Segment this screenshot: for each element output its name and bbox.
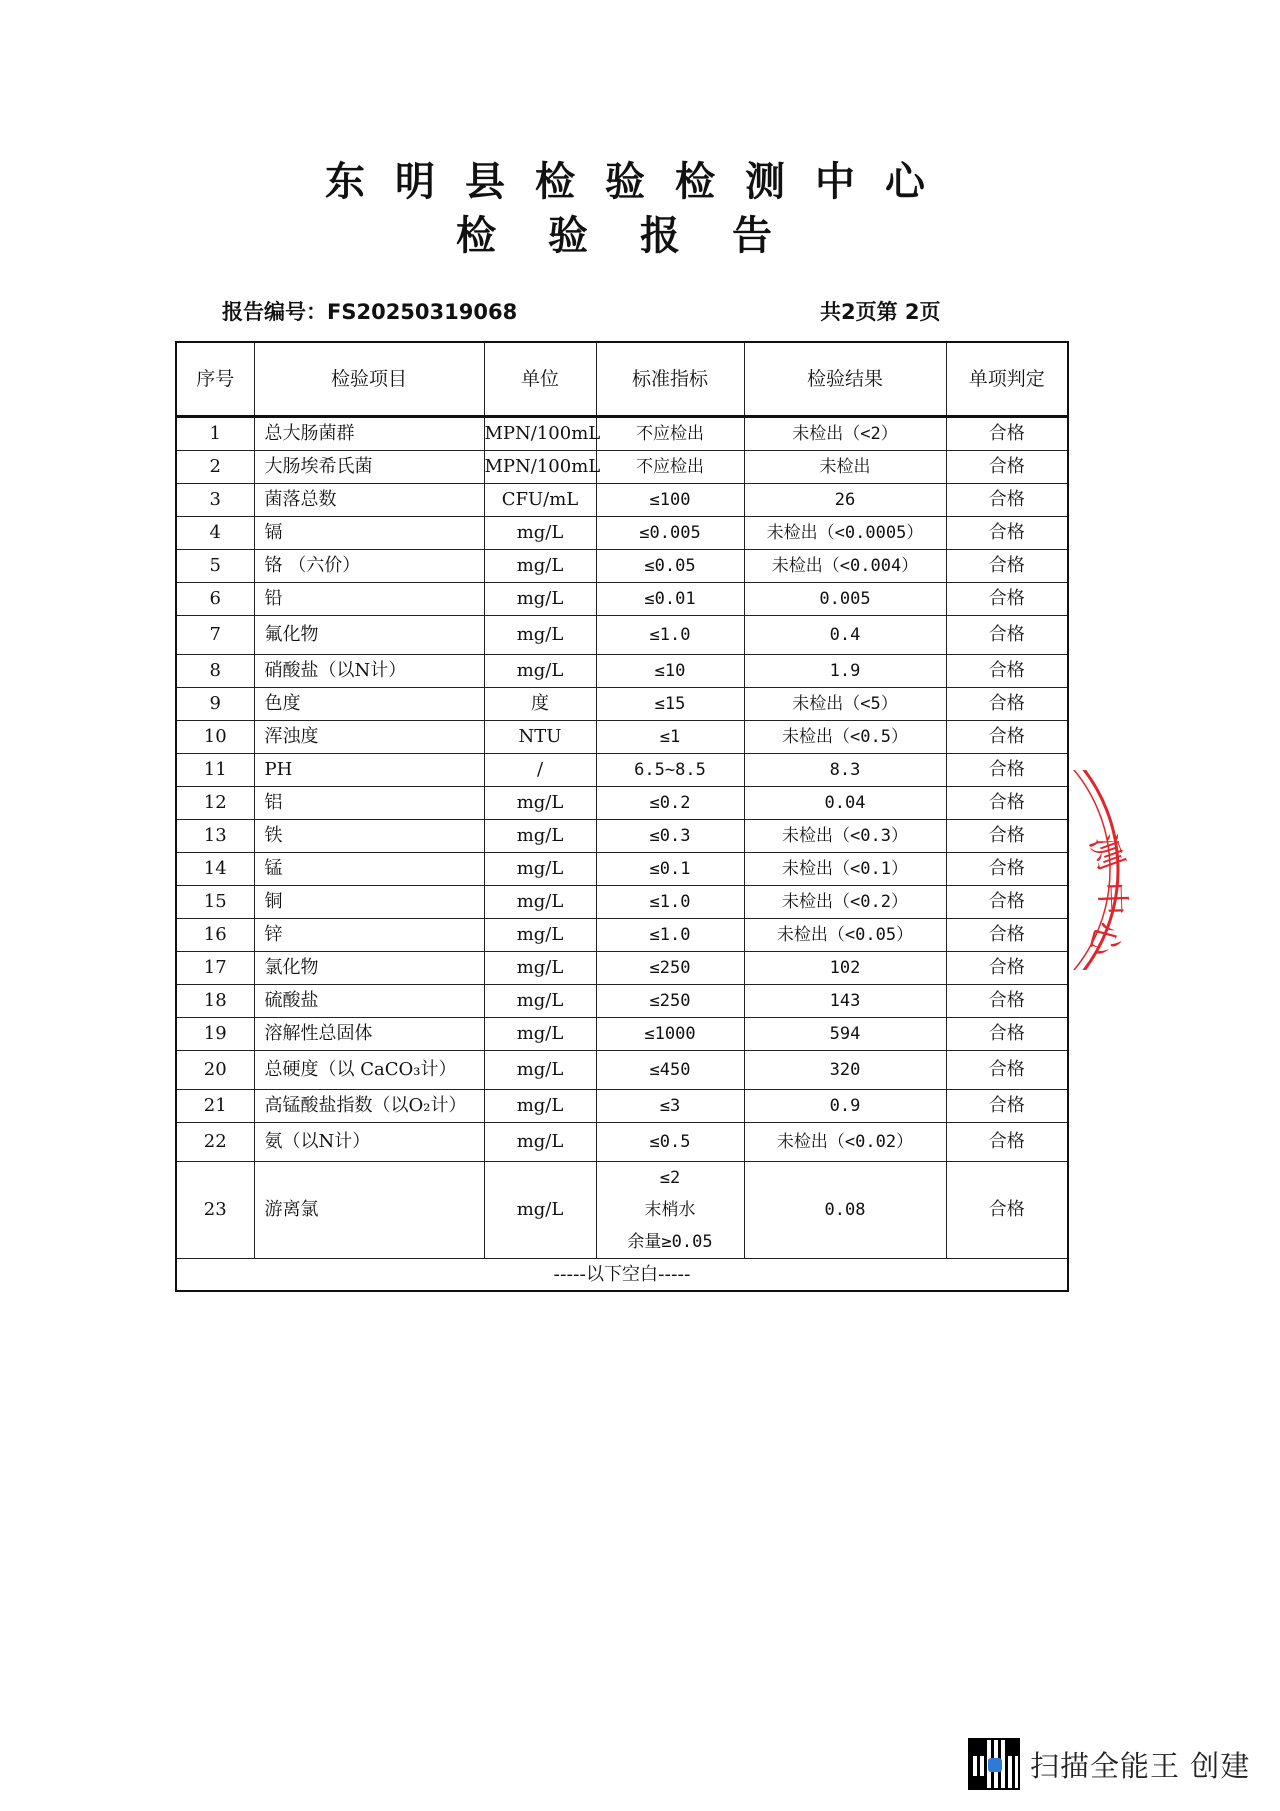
table-row xyxy=(176,550,1068,583)
cell-no: 18 xyxy=(176,985,254,1018)
table-row xyxy=(176,985,1068,1018)
cell-item: 大肠埃希氏菌 xyxy=(254,451,484,484)
table-row xyxy=(176,1090,1068,1123)
cell-result: 0.4 xyxy=(744,616,946,655)
cell-std: ≤0.05 xyxy=(596,550,744,583)
cell-item: 氟化物 xyxy=(254,616,484,655)
svg-text:中: 中 xyxy=(1091,880,1133,917)
cell-result: 0.08 xyxy=(744,1162,946,1259)
cell-result: 320 xyxy=(744,1051,946,1090)
cell-item: 铜 xyxy=(254,886,484,919)
cell-no: 9 xyxy=(176,688,254,721)
cell-judge: 合格 xyxy=(946,754,1068,787)
table-row xyxy=(176,1162,1068,1259)
cell-item: 氯化物 xyxy=(254,952,484,985)
cell-judge: 合格 xyxy=(946,688,1068,721)
cell-unit: mg/L xyxy=(484,550,596,583)
table-row xyxy=(176,1123,1068,1162)
column-header: 检验结果 xyxy=(744,342,946,417)
cell-no: 23 xyxy=(176,1162,254,1259)
cell-item: 高锰酸盐指数（以O₂计） xyxy=(254,1090,484,1123)
report-number-value: FS20250319068 xyxy=(327,300,518,324)
cell-no: 16 xyxy=(176,919,254,952)
cell-judge: 合格 xyxy=(946,417,1068,451)
cell-judge: 合格 xyxy=(946,820,1068,853)
cell-item: 硫酸盐 xyxy=(254,985,484,1018)
cell-unit: mg/L xyxy=(484,1090,596,1123)
cell-unit: mg/L xyxy=(484,616,596,655)
cell-item: 铬 （六价） xyxy=(254,550,484,583)
cell-std: ≤0.01 xyxy=(596,583,744,616)
cell-std: ≤0.5 xyxy=(596,1123,744,1162)
report-number xyxy=(222,296,517,326)
cell-no: 15 xyxy=(176,886,254,919)
cell-std: ≤1.0 xyxy=(596,919,744,952)
table-row xyxy=(176,886,1068,919)
cell-no: 12 xyxy=(176,787,254,820)
cell-result: 1.9 xyxy=(744,655,946,688)
cell-unit: mg/L xyxy=(484,1051,596,1090)
cell-item: 锰 xyxy=(254,853,484,886)
table-row xyxy=(176,754,1068,787)
cell-result: 26 xyxy=(744,484,946,517)
cell-result: 0.9 xyxy=(744,1090,946,1123)
cell-no: 21 xyxy=(176,1090,254,1123)
cell-judge: 合格 xyxy=(946,919,1068,952)
cell-judge: 合格 xyxy=(946,550,1068,583)
table-row xyxy=(176,721,1068,754)
cell-item: 锌 xyxy=(254,919,484,952)
cell-no: 19 xyxy=(176,1018,254,1051)
doc-title: 检验报告 xyxy=(456,213,824,259)
cell-std: ≤1 xyxy=(596,721,744,754)
cell-no: 4 xyxy=(176,517,254,550)
cell-judge: 合格 xyxy=(946,1051,1068,1090)
svg-text:测: 测 xyxy=(1081,829,1131,876)
cell-unit: / xyxy=(484,754,596,787)
table-row xyxy=(176,417,1068,451)
cell-judge: 合格 xyxy=(946,517,1068,550)
cell-unit: mg/L xyxy=(484,1162,596,1259)
cell-unit: mg/L xyxy=(484,583,596,616)
cell-item: 铁 xyxy=(254,820,484,853)
cell-judge: 合格 xyxy=(946,985,1068,1018)
cell-std: ≤0.3 xyxy=(596,820,744,853)
cell-result: 0.04 xyxy=(744,787,946,820)
cell-item: 菌落总数 xyxy=(254,484,484,517)
cell-judge: 合格 xyxy=(946,787,1068,820)
cell-judge: 合格 xyxy=(946,1018,1068,1051)
table-row xyxy=(176,853,1068,886)
cell-unit: mg/L xyxy=(484,655,596,688)
table-row xyxy=(176,952,1068,985)
cell-no: 14 xyxy=(176,853,254,886)
cell-unit: mg/L xyxy=(484,853,596,886)
cell-judge: 合格 xyxy=(946,721,1068,754)
cell-result: 未检出（<0.2） xyxy=(744,886,946,919)
cell-std: ≤100 xyxy=(596,484,744,517)
cell-result: 0.005 xyxy=(744,583,946,616)
cell-no: 1 xyxy=(176,417,254,451)
seal-stamp-graphic xyxy=(1048,770,1198,970)
table-row xyxy=(176,919,1068,952)
cell-item: 镉 xyxy=(254,517,484,550)
table-row xyxy=(176,787,1068,820)
cell-unit: mg/L xyxy=(484,985,596,1018)
cell-std: ≤250 xyxy=(596,985,744,1018)
cell-judge: 合格 xyxy=(946,451,1068,484)
cell-result: 8.3 xyxy=(744,754,946,787)
watermark-text: 扫描全能王 创建 xyxy=(1030,1748,1251,1783)
cell-no: 3 xyxy=(176,484,254,517)
cell-no: 20 xyxy=(176,1051,254,1090)
table-row xyxy=(176,484,1068,517)
cell-judge: 合格 xyxy=(946,952,1068,985)
cell-item: 硝酸盐（以N计） xyxy=(254,655,484,688)
column-header: 标准指标 xyxy=(596,342,744,417)
cell-std: ≤250 xyxy=(596,952,744,985)
cell-result: 594 xyxy=(744,1018,946,1051)
cell-no: 7 xyxy=(176,616,254,655)
cell-std: 不应检出 xyxy=(596,451,744,484)
cell-std: 6.5~8.5 xyxy=(596,754,744,787)
cell-result: 未检出（<0.5） xyxy=(744,721,946,754)
cell-std: ≤1.0 xyxy=(596,886,744,919)
cell-judge: 合格 xyxy=(946,1090,1068,1123)
table-row xyxy=(176,1018,1068,1051)
cell-std: ≤1.0 xyxy=(596,616,744,655)
cell-result: 未检出（<0.02） xyxy=(744,1123,946,1162)
cell-std: ≤15 xyxy=(596,688,744,721)
cell-no: 5 xyxy=(176,550,254,583)
cell-unit: mg/L xyxy=(484,919,596,952)
cell-std: ≤1000 xyxy=(596,1018,744,1051)
end-note: -----以下空白----- xyxy=(176,1259,1068,1292)
column-header: 单位 xyxy=(484,342,596,417)
table-row xyxy=(176,820,1068,853)
cell-result: 未检出（<2） xyxy=(744,417,946,451)
cell-result: 未检出 xyxy=(744,451,946,484)
table-row xyxy=(176,583,1068,616)
cell-judge: 合格 xyxy=(946,1123,1068,1162)
cell-result: 未检出（<0.3） xyxy=(744,820,946,853)
cell-unit: MPN/100mL xyxy=(484,451,596,484)
column-header: 序号 xyxy=(176,342,254,417)
column-header: 单项判定 xyxy=(946,342,1068,417)
cell-result: 未检出（<0.004） xyxy=(744,550,946,583)
cell-unit: MPN/100mL xyxy=(484,417,596,451)
cell-result: 未检出（<5） xyxy=(744,688,946,721)
cell-judge: 合格 xyxy=(946,886,1068,919)
cell-std: ≤0.005 xyxy=(596,517,744,550)
cell-std: 不应检出 xyxy=(596,417,744,451)
table-row xyxy=(176,451,1068,484)
seal-stamp xyxy=(1048,770,1198,970)
svg-text:心: 心 xyxy=(1080,917,1128,961)
cell-item: 铅 xyxy=(254,583,484,616)
cell-unit: 度 xyxy=(484,688,596,721)
cell-no: 22 xyxy=(176,1123,254,1162)
cell-std: ≤10 xyxy=(596,655,744,688)
cell-std: ≤0.1 xyxy=(596,853,744,886)
cell-unit: mg/L xyxy=(484,1123,596,1162)
cell-item: 溶解性总固体 xyxy=(254,1018,484,1051)
cell-result: 102 xyxy=(744,952,946,985)
cell-result: 未检出（<0.0005） xyxy=(744,517,946,550)
cell-unit: mg/L xyxy=(484,952,596,985)
table-row xyxy=(176,517,1068,550)
cell-unit: NTU xyxy=(484,721,596,754)
table-row xyxy=(176,655,1068,688)
scanner-watermark xyxy=(968,1738,1250,1790)
cell-no: 11 xyxy=(176,754,254,787)
std-line: ≤2 xyxy=(659,1168,681,1188)
cell-item: 浑浊度 xyxy=(254,721,484,754)
cell-result: 未检出（<0.1） xyxy=(744,853,946,886)
cell-unit: mg/L xyxy=(484,1018,596,1051)
cell-std: ≤3 xyxy=(596,1090,744,1123)
cell-unit: mg/L xyxy=(484,517,596,550)
cell-no: 13 xyxy=(176,820,254,853)
cell-item: 总硬度（以 CaCO₃计） xyxy=(254,1051,484,1090)
cell-judge: 合格 xyxy=(946,655,1068,688)
cell-result: 未检出（<0.05） xyxy=(744,919,946,952)
cell-judge: 合格 xyxy=(946,616,1068,655)
cell-std: ≤0.2 xyxy=(596,787,744,820)
cell-std xyxy=(596,1162,744,1259)
table-row xyxy=(176,616,1068,655)
cell-item: 氨（以N计） xyxy=(254,1123,484,1162)
cell-unit: mg/L xyxy=(484,886,596,919)
cell-no: 17 xyxy=(176,952,254,985)
cell-item: 色度 xyxy=(254,688,484,721)
cell-judge: 合格 xyxy=(946,853,1068,886)
cell-no: 2 xyxy=(176,451,254,484)
cell-no: 6 xyxy=(176,583,254,616)
cell-item: PH xyxy=(254,754,484,787)
end-note-row xyxy=(176,1259,1068,1292)
std-line: 末梢水 xyxy=(644,1200,696,1220)
cell-item: 游离氯 xyxy=(254,1162,484,1259)
page-info: 共2页第 2页 xyxy=(820,300,941,324)
column-header: 检验项目 xyxy=(254,342,484,417)
cell-judge: 合格 xyxy=(946,1162,1068,1259)
inspection-table xyxy=(175,341,1069,1292)
cell-result: 143 xyxy=(744,985,946,1018)
table-header-row xyxy=(176,342,1068,417)
cell-item: 总大肠菌群 xyxy=(254,417,484,451)
cell-judge: 合格 xyxy=(946,583,1068,616)
org-name: 东明县检验检测中心 xyxy=(325,159,955,205)
cell-std: ≤450 xyxy=(596,1051,744,1090)
cell-unit: mg/L xyxy=(484,787,596,820)
table-row xyxy=(176,1051,1068,1090)
cell-unit: mg/L xyxy=(484,820,596,853)
cell-no: 10 xyxy=(176,721,254,754)
std-line: 余量≥0.05 xyxy=(627,1232,713,1252)
qr-code-icon xyxy=(968,1738,1020,1790)
cell-judge: 合格 xyxy=(946,484,1068,517)
cell-unit: CFU/mL xyxy=(484,484,596,517)
report-number-label: 报告编号： xyxy=(222,300,327,324)
cell-no: 8 xyxy=(176,655,254,688)
cell-item: 铝 xyxy=(254,787,484,820)
table-row xyxy=(176,688,1068,721)
